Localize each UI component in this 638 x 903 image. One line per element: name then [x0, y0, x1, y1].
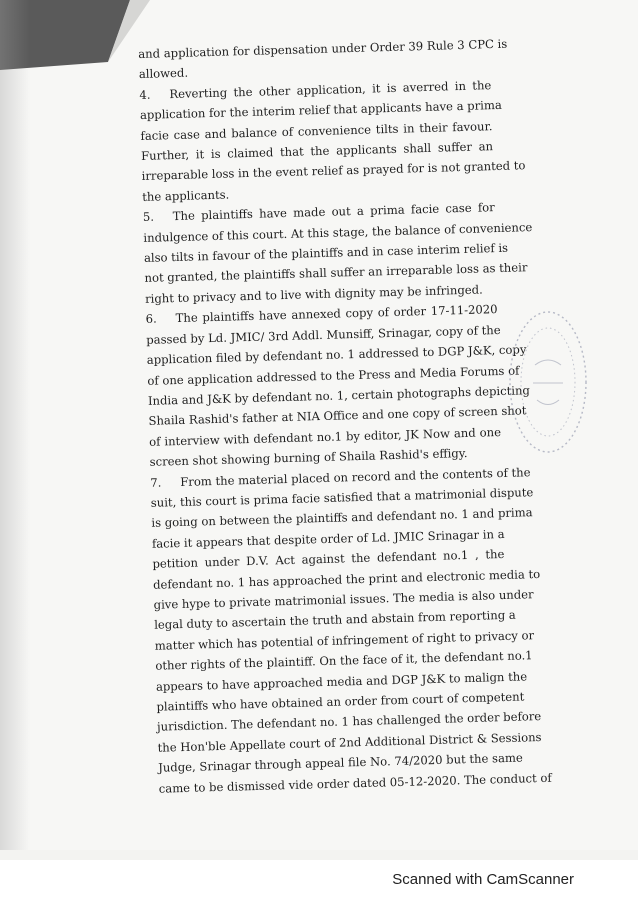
paragraph-6 [145, 299, 531, 472]
court-seal-stamp [505, 305, 591, 459]
text-line: appears to have approached media and DGP J&K to malign the [155, 668, 528, 694]
paragraph-7 [150, 463, 552, 799]
text-line: From the material placed on record and the contents of the [180, 464, 531, 489]
text-line: facie case and balance of convenience tilts in their favour. [140, 118, 493, 143]
scanner-footer [0, 860, 638, 903]
text-line: is going on between the plaintiffs and defendant no. 1 and prima [151, 505, 533, 531]
paragraph-number: 4. [139, 87, 151, 102]
document-body [138, 34, 552, 799]
text-line: application for the interim relief that applicants have a prima [139, 98, 502, 123]
text-line: matter which has potential of infringement of right to privacy or [154, 627, 535, 653]
paragraph-5 [142, 197, 533, 309]
text-line: allowed. [138, 66, 189, 82]
text-line: screen shot showing burning of Shaila Rashid's effigy. [149, 446, 468, 469]
text-line: Shaila Rashid's father at NIA Office and one copy of screen shot [148, 403, 527, 429]
text-line: came to be dismissed vide order dated 05-12-2020. The conduct of [158, 770, 552, 796]
text-line: suit, this court is prima facie satisfied that a matrimonial dispute [150, 485, 534, 510]
text-line: The plaintiffs have made out a prima facie case for [172, 200, 495, 224]
text-line: and application for dispensation under Order 39 Rule 3 CPC is [138, 36, 508, 61]
text-line: Further, it is claimed that the applicants shall suffer an [140, 139, 494, 163]
text-line: petition under D.V. Act against the defendant no.1 , the [152, 547, 505, 571]
paragraph-number: 7. [150, 475, 162, 490]
camscanner-watermark: Scanned with CamScanner [392, 871, 574, 888]
text-line: jurisdiction. The defendant no. 1 has challenged the order before [156, 709, 542, 735]
text-line: right to privacy and to live with dignity may be infringed. [144, 282, 483, 306]
text-line: The plaintiffs have annexed copy of order 17-11-2020 [175, 302, 498, 326]
page-edge-shadow [0, 0, 30, 850]
text-line: indulgence of this court. At this stage, the balance of convenience [143, 219, 533, 245]
text-line: passed by Ld. JMIC/ 3rd Addl. Munsiff, Srinagar, copy of the [146, 322, 501, 347]
text-line: other rights of the plaintiff. On the face of it, the defendant no.1 [155, 648, 533, 673]
text-line: give hype to private matrimonial issues. The media is also under [153, 587, 534, 612]
text-line: India and J&K by defendant no. 1, certain photographs depicting [147, 383, 531, 408]
paragraph-number: 5. [142, 209, 155, 225]
text-line: irreparable loss in the event relief as prayed for is not granted to [141, 158, 526, 184]
text-line: legal duty to ascertain the truth and abstain from reporting a [154, 608, 516, 633]
text-line: Reverting the other application, it is averred in the [169, 77, 492, 101]
text-line: the applicants. [142, 187, 230, 204]
text-line: Judge, Srinagar through appeal file No. 74/2020 but the same [158, 750, 523, 775]
text-line: defendant no. 1 has approached the print and electronic media to [152, 566, 541, 592]
text-line: also tilts in favour of the plaintiffs and in case interim relief is [143, 240, 509, 265]
text-line: of interview with defendant no.1 by editor, JK Now and one [148, 424, 502, 449]
text-line: plaintiffs who have obtained an order from court of competent [156, 689, 525, 714]
paragraph-4 [139, 75, 526, 207]
text-line: facie it appears that despite order of Ld. JMIC Srinagar in a [151, 526, 505, 551]
text-line: of one application addressed to the Press and Media Forums of [147, 362, 520, 388]
paragraph-number: 6. [145, 311, 157, 327]
text-line: application filed by defendant no. 1 addressed to DGP J&K, copy [146, 342, 527, 367]
text-line: the Hon'ble Appellate court of 2nd Additional District & Sessions [157, 729, 542, 755]
text-line: not granted, the plaintiffs shall suffer an irreparable loss as their [144, 260, 528, 286]
